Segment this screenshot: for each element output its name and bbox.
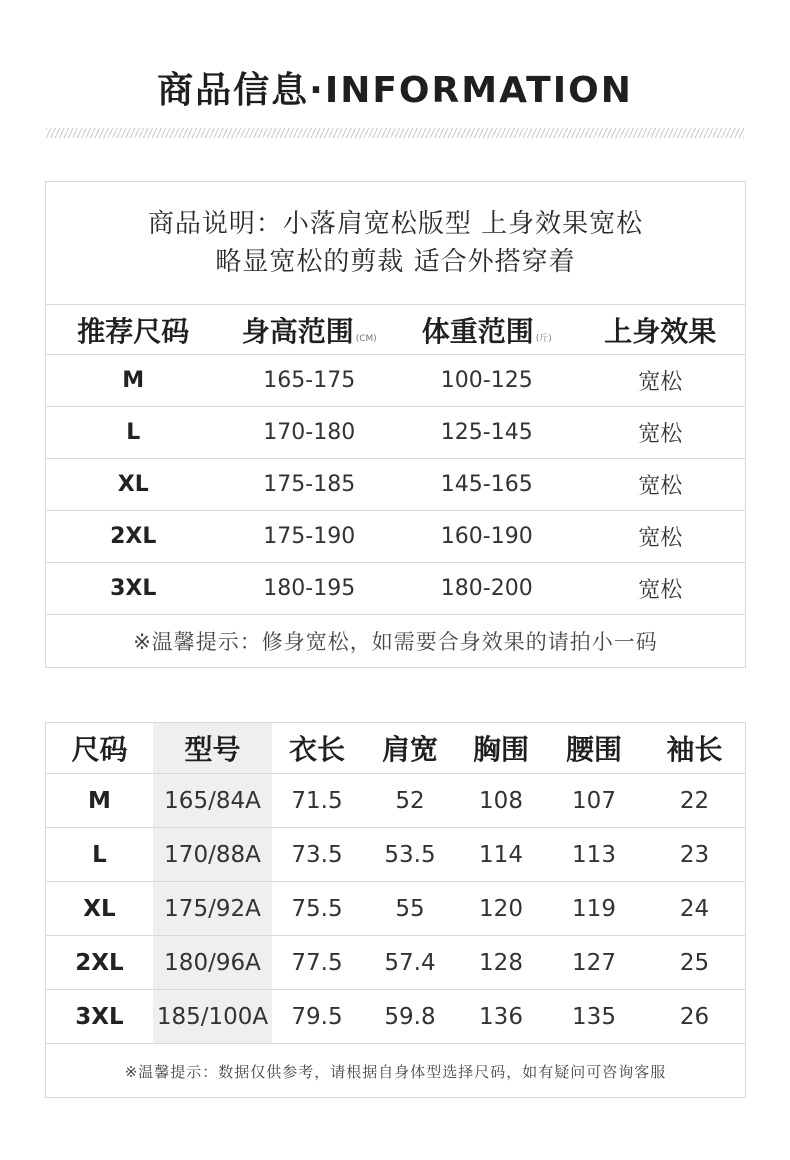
header-waist: 腰围 [565, 733, 622, 766]
hatch-divider [46, 128, 744, 138]
height-cell: 165-175 [263, 368, 356, 393]
size-cell: 2XL [75, 949, 124, 976]
header-length: 衣长 [288, 733, 345, 766]
table-row [46, 936, 745, 990]
model-cell: 175/92A [153, 882, 272, 935]
waist-cell: 119 [572, 895, 616, 922]
size-cell: L [92, 841, 107, 868]
table-row [46, 990, 745, 1044]
fit-tip: ※温馨提示：修身宽松，如需要合身效果的请拍小一码 [133, 630, 658, 654]
shoulder-cell: 53.5 [384, 841, 436, 868]
weight-cell: 180-200 [440, 576, 533, 601]
table-header-row [46, 305, 745, 355]
height-cell: 180-195 [263, 576, 356, 601]
recommended-size-table [45, 181, 746, 668]
height-cell: 175-190 [263, 524, 356, 549]
size-cell: XL [117, 472, 149, 497]
header-recommended-size: 推荐尺码 [77, 314, 190, 348]
header-height-label: 身高范围 [241, 314, 354, 348]
fit-cell: 宽松 [638, 422, 683, 447]
length-cell: 73.5 [291, 841, 343, 868]
sleeve-cell: 26 [679, 1003, 710, 1030]
sleeve-cell: 23 [679, 841, 710, 868]
sleeve-cell: 22 [679, 787, 710, 814]
weight-cell: 100-125 [440, 368, 533, 393]
length-cell: 77.5 [291, 949, 343, 976]
page-title: 商品信息·INFORMATION [157, 70, 633, 111]
header-shoulder: 肩宽 [381, 733, 438, 766]
measurement-table [45, 722, 746, 1098]
table-row [46, 511, 745, 563]
table-row [46, 774, 745, 828]
measurement-tip: ※温馨提示：数据仅供参考，请根据自身体型选择尺码，如有疑问可咨询客服 [124, 1062, 667, 1081]
header-height-range [221, 310, 398, 350]
size-cell: 3XL [75, 1003, 124, 1030]
waist-cell: 113 [572, 841, 616, 868]
fit-cell: 宽松 [638, 474, 683, 499]
shoulder-cell: 55 [395, 895, 425, 922]
header-weight-range [398, 310, 575, 350]
table-row [46, 459, 745, 511]
waist-cell: 107 [572, 787, 616, 814]
length-cell: 71.5 [291, 787, 343, 814]
fit-cell: 宽松 [638, 578, 683, 603]
size-cell: XL [83, 895, 116, 922]
waist-cell: 135 [572, 1003, 616, 1030]
table-row [46, 355, 745, 407]
size-cell: 3XL [110, 576, 157, 601]
weight-unit: (斤) [535, 333, 552, 344]
waist-cell: 127 [572, 949, 616, 976]
chest-cell: 136 [479, 1003, 523, 1030]
description-line-2: 略显宽松的剪裁 适合外搭穿着 [215, 247, 576, 277]
description-line-1: 商品说明：小落肩宽松版型 上身效果宽松 [147, 209, 644, 239]
weight-cell: 145-165 [440, 472, 533, 497]
header-sleeve: 袖长 [666, 733, 723, 766]
fit-cell: 宽松 [638, 526, 683, 551]
table-row [46, 407, 745, 459]
table-row [46, 882, 745, 936]
table-row [46, 563, 745, 615]
chest-cell: 108 [479, 787, 523, 814]
header-fit-effect: 上身效果 [604, 314, 717, 348]
product-description [46, 182, 745, 305]
weight-cell: 160-190 [440, 524, 533, 549]
model-cell: 165/84A [153, 774, 272, 827]
header-model: 型号 [153, 723, 272, 773]
fit-cell: 宽松 [638, 370, 683, 395]
length-cell: 79.5 [291, 1003, 343, 1030]
size-cell: M [88, 787, 111, 814]
shoulder-cell: 52 [395, 787, 425, 814]
length-cell: 75.5 [291, 895, 343, 922]
model-cell: 180/96A [153, 936, 272, 989]
header-chest: 胸围 [472, 733, 529, 766]
chest-cell: 128 [479, 949, 523, 976]
sleeve-cell: 24 [679, 895, 710, 922]
chest-cell: 120 [479, 895, 523, 922]
model-cell: 170/88A [153, 828, 272, 881]
model-cell: 185/100A [153, 990, 272, 1043]
shoulder-cell: 59.8 [384, 1003, 436, 1030]
weight-cell: 125-145 [440, 420, 533, 445]
height-unit: (CM) [355, 333, 377, 344]
size-cell: M [122, 368, 145, 393]
shoulder-cell: 57.4 [384, 949, 436, 976]
height-cell: 175-185 [263, 472, 356, 497]
size-cell: L [126, 420, 141, 445]
height-cell: 170-180 [263, 420, 356, 445]
size-cell: 2XL [110, 524, 157, 549]
chest-cell: 114 [479, 841, 523, 868]
table-row [46, 828, 745, 882]
table-header-row [46, 723, 745, 774]
header-size: 尺码 [71, 733, 128, 766]
sleeve-cell: 25 [679, 949, 710, 976]
header-weight-label: 体重范围 [421, 314, 534, 348]
